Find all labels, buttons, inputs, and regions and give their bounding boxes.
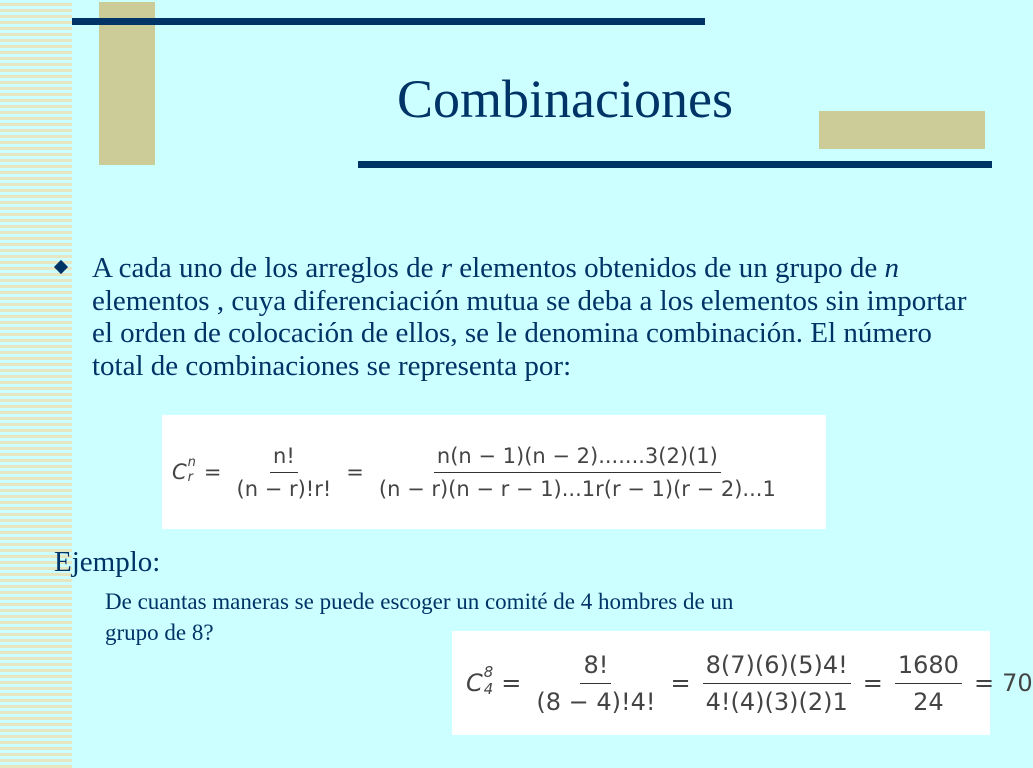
combination-formula — [162, 415, 826, 529]
fraction-factorial — [234, 444, 335, 501]
formula-sub: r — [187, 470, 194, 485]
equals-sign: = — [862, 669, 883, 697]
formula-result: 70 — [1002, 669, 1033, 697]
equals-sign: = — [973, 669, 995, 697]
example-heading: Ejemplo: — [54, 546, 161, 578]
fraction-expanded — [703, 651, 851, 716]
top-rule — [72, 18, 705, 25]
variable-r: r — [440, 252, 452, 284]
example-question: De cuantas maneras se puede escoger un comité de 4 hombres de un grupo de 8? — [105, 589, 734, 645]
equals-sign: = — [501, 669, 522, 697]
slide-title: Combinaciones — [397, 69, 733, 129]
fraction-numerator: 1680 — [895, 651, 962, 684]
fraction-expanded — [376, 444, 779, 501]
formula-c: C — [172, 460, 187, 484]
formula-indices — [187, 454, 196, 485]
fraction-numerator: n! — [270, 444, 298, 473]
formula-c: C — [466, 669, 483, 697]
fraction-denominator: 24 — [913, 687, 944, 716]
title-underline — [358, 161, 992, 168]
fraction-numerator: 8! — [580, 651, 611, 684]
fraction-numerator: 8(7)(6)(5)4! — [703, 651, 851, 684]
definition-paragraph — [92, 252, 972, 382]
formula-sub: 4 — [483, 680, 494, 698]
variable-n: n — [884, 252, 899, 284]
combination-symbol — [172, 454, 196, 485]
formula-sup: 8 — [483, 663, 494, 682]
equals-sign: = — [203, 460, 222, 484]
definition-text-1: A cada uno de los arreglos de — [92, 252, 441, 284]
formula-indices — [483, 663, 494, 698]
vertical-accent-bar — [99, 2, 155, 165]
accent-rectangle — [819, 111, 985, 149]
formula-sup: n — [187, 454, 196, 470]
definition-text-2: elementos obtenidos de un grupo de — [452, 252, 885, 284]
fraction-factorial — [533, 651, 658, 716]
fraction-simplified — [895, 651, 962, 716]
fraction-numerator: n(n − 1)(n − 2).......3(2)(1) — [434, 444, 721, 473]
combination-symbol — [466, 663, 494, 698]
definition-text-3: elementos , cuya diferenciación mutua se deba a los elementos sin importar el orden de colocación de ellos, se le denomina combinación. El número total de combinaciones se representa por: — [92, 284, 967, 382]
fraction-denominator: (n − r)(n − r − 1)...1r(r − 1)(r − 2)...1 — [378, 476, 776, 501]
fraction-denominator: 4!(4)(3)(2)1 — [705, 687, 848, 716]
equals-sign: = — [670, 669, 691, 697]
equals-sign: = — [346, 460, 364, 484]
fraction-denominator: (8 − 4)!4! — [536, 687, 656, 716]
fraction-denominator: (n − r)!r! — [236, 476, 332, 501]
example-formula — [452, 631, 1033, 735]
left-stripe-decoration — [0, 0, 72, 768]
